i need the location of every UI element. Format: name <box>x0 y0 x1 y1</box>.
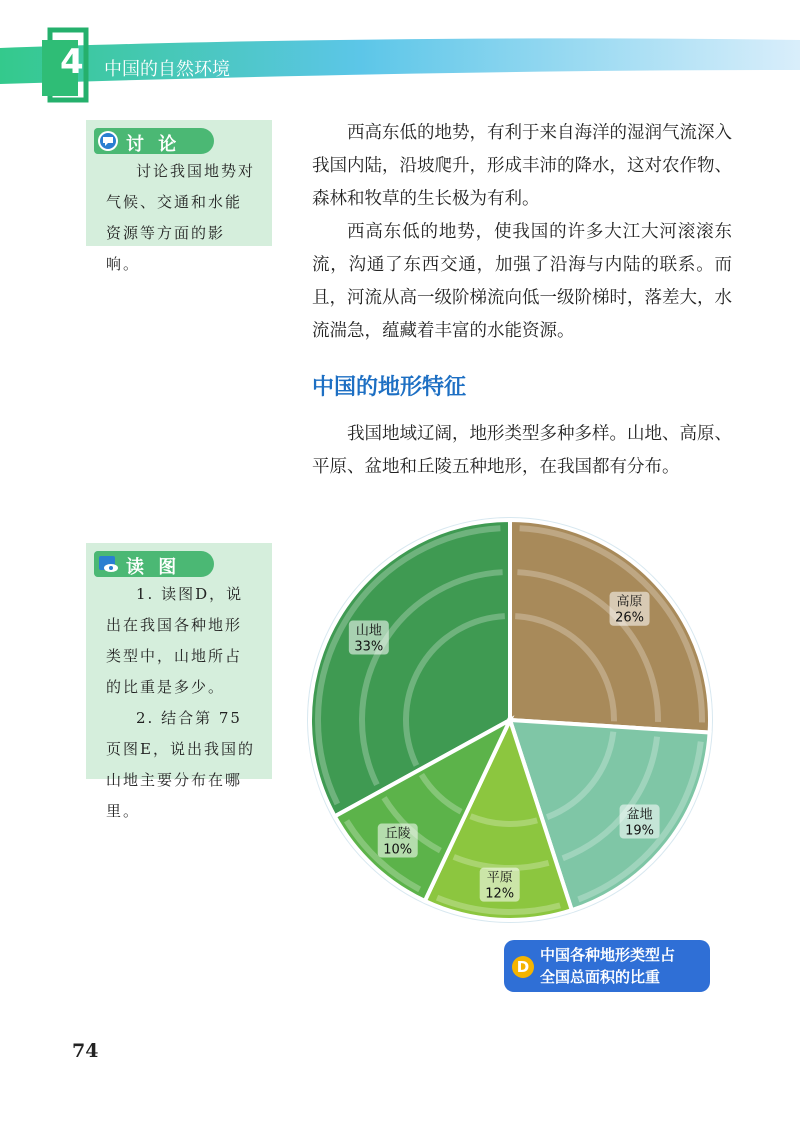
eye-book-icon <box>97 553 119 575</box>
pie-svg <box>300 510 720 930</box>
figure-badge: D <box>512 956 534 978</box>
caption-line-1: 中国各种地形类型占 <box>540 946 676 964</box>
discussion-box <box>86 120 272 273</box>
reading-item-2: 2. 结合第 75 页图E，说出我国的山地主要分布在哪里。 <box>106 709 255 820</box>
reading-item-1: 1. 读图D，说出在我国各种地形类型中，山地所占的比重是多少。 <box>106 585 244 696</box>
main-paragraphs <box>312 117 732 348</box>
discussion-header <box>94 128 214 154</box>
figure-caption <box>504 940 710 992</box>
reading-header <box>94 551 214 577</box>
slice-name-1: 高原 <box>616 594 643 610</box>
slice-value-3: 12% <box>485 886 515 902</box>
terrain-pie-chart <box>300 510 720 930</box>
section-paragraph: 我国地域辽阔，地形类型多种多样。山地、高原、平原、盆地和丘陵五种地形，在我国都有分布。 <box>312 424 732 477</box>
paragraph-1: 西高东低的地势，有利于来自海洋的湿润气流深入我国内陆，沿坡爬升，形成丰沛的降水，这对农作物、森林和牧草的生长极为有利。 <box>312 123 732 209</box>
discussion-text: 讨论我国地势对气候、交通和水能资源等方面的影响。 <box>106 162 256 273</box>
section-text <box>312 418 732 484</box>
slice-value-1: 26% <box>615 610 645 626</box>
section-heading: 中国的地形特征 <box>312 375 467 400</box>
page-number: 74 <box>72 1040 99 1062</box>
discussion-body <box>106 156 258 280</box>
discussion-title: 讨 论 <box>126 134 181 155</box>
slice-name-4: 丘陵 <box>384 826 411 842</box>
slice-value-2: 19% <box>625 823 655 839</box>
chapter-title: 中国的自然环境 <box>104 59 230 80</box>
chapter-header <box>0 0 800 110</box>
chat-icon <box>97 130 119 152</box>
reading-title: 读 图 <box>126 557 181 578</box>
slice-name-2: 盆地 <box>626 807 653 823</box>
reading-box <box>86 543 272 820</box>
reading-body <box>106 579 258 827</box>
caption-text <box>540 944 675 988</box>
slice-value-4: 10% <box>383 842 413 858</box>
chapter-number: 4 <box>60 42 84 82</box>
paragraph-2: 西高东低的地势，使我国的许多大江大河滚滚东流，沟通了东西交通，加强了沿海与内陆的联系。而且，河流从高一级阶梯流向低一级阶梯时，落差大，水流湍急，蕴藏着丰富的水能资源。 <box>312 222 732 341</box>
slice-name-0: 山地 <box>355 623 382 639</box>
slice-value-0: 33% <box>354 639 384 655</box>
slice-name-3: 平原 <box>486 870 513 886</box>
caption-line-2: 全国总面积的比重 <box>540 968 661 986</box>
